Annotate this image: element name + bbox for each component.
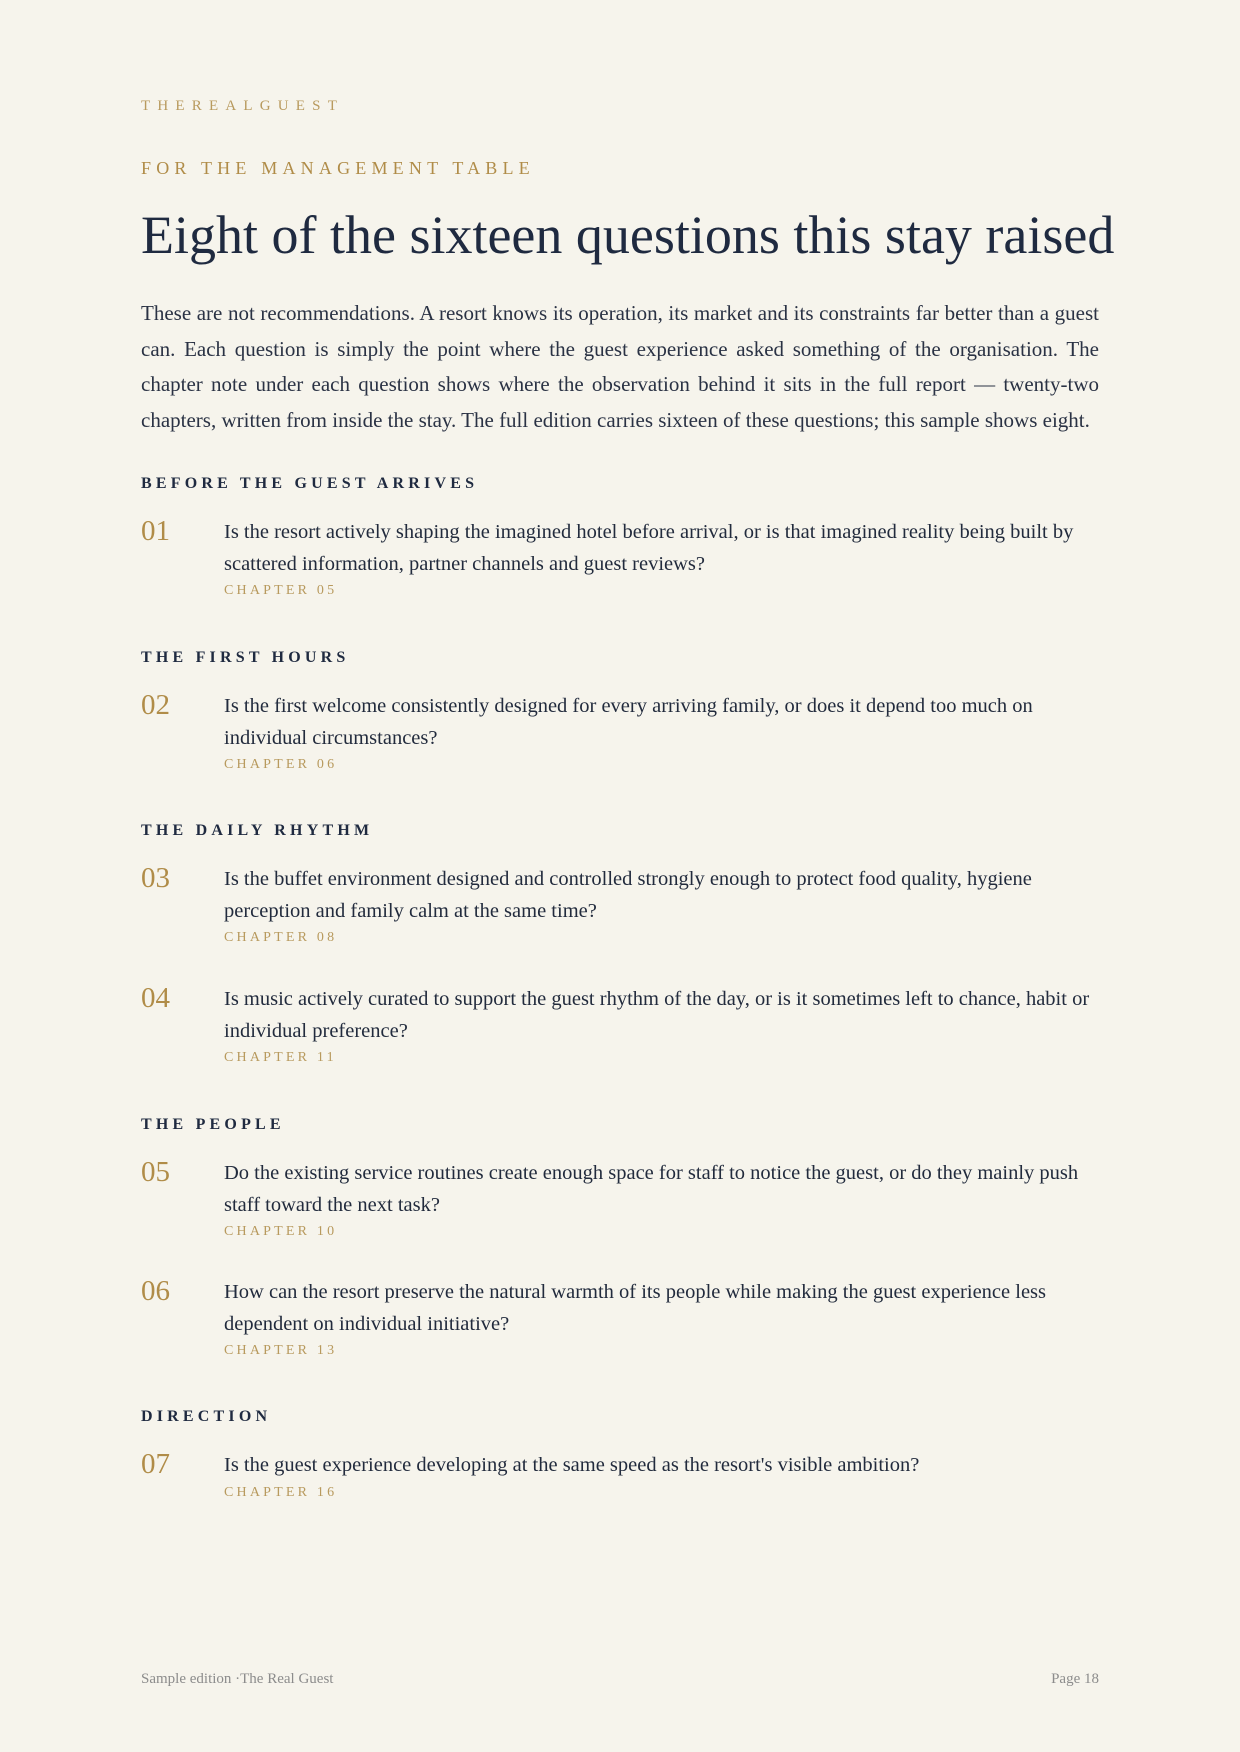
question-text: How can the resort preserve the natural warmth of its people while making the guest experience less dependent on individual initiative? — [224, 1281, 1046, 1335]
question-text: Is the resort actively shaping the imagined hotel before arrival, or is that imagined reality being built by scattered information, partner channels and guest reviews? — [224, 521, 1074, 575]
question-number: 02 — [141, 689, 170, 721]
page-title: Eight of the sixteen questions this stay raised — [141, 205, 1115, 265]
chapter-reference: CHAPTER 08 — [224, 930, 338, 945]
section-heading-direction: DIRECTION — [141, 1408, 272, 1425]
question-text: Is the buffet environment designed and controlled strongly enough to protect food quality, hygiene perception and family calm at the same time? — [224, 868, 1032, 922]
chapter-reference: CHAPTER 11 — [224, 1050, 337, 1065]
brand-wordmark: THEREALGUEST — [141, 98, 345, 114]
chapter-reference: CHAPTER 10 — [224, 1224, 338, 1239]
page — [141, 0, 1115, 1752]
page-kicker: FOR THE MANAGEMENT TABLE — [141, 158, 535, 178]
question-number: 06 — [141, 1275, 170, 1307]
section-heading-daily-rhythm: THE DAILY RHYTHM — [141, 822, 374, 839]
intro-paragraph: These are not recommendations. A resort knows its operation, its market and its constraints far better than a guest can. Each question is simply the point where the guest experience asked something of the organisation. The chapter note under each question shows where the observation behind it sits in the full report — twenty-two chapters, written from inside the stay. The full edition carries sixteen of these questions; this sample shows eight. — [141, 301, 1099, 432]
chapter-reference: CHAPTER 13 — [224, 1343, 338, 1358]
question-number: 07 — [141, 1448, 170, 1480]
chapter-reference: CHAPTER 16 — [224, 1484, 338, 1500]
footer-edition-label: Sample edition ·The Real Guest — [141, 1671, 334, 1687]
chapter-reference: CHAPTER 06 — [224, 757, 338, 772]
question-text: Is the guest experience developing at the same speed as the resort's visible ambition? — [224, 1454, 920, 1476]
section-heading-before-arrival: BEFORE THE GUEST ARRIVES — [141, 475, 479, 492]
question-text: Is the first welcome consistently designed for every arriving family, or does it depend too much on individual circumstances? — [224, 695, 1033, 749]
question-text: Is music actively curated to support the guest rhythm of the day, or is it sometimes left to chance, habit or individual preference? — [224, 988, 1090, 1042]
question-number: 05 — [141, 1156, 170, 1188]
question-number: 04 — [141, 982, 170, 1014]
question-number: 01 — [141, 515, 170, 547]
section-heading-the-people: THE PEOPLE — [141, 1116, 285, 1133]
chapter-reference: CHAPTER 05 — [224, 583, 338, 598]
question-text: Do the existing service routines create enough space for staff to notice the guest, or do they mainly push staff toward the next task? — [224, 1162, 1079, 1216]
question-number: 03 — [141, 862, 170, 894]
section-heading-first-hours: THE FIRST HOURS — [141, 649, 350, 666]
footer-page-number: Page 18 — [1051, 1671, 1099, 1687]
